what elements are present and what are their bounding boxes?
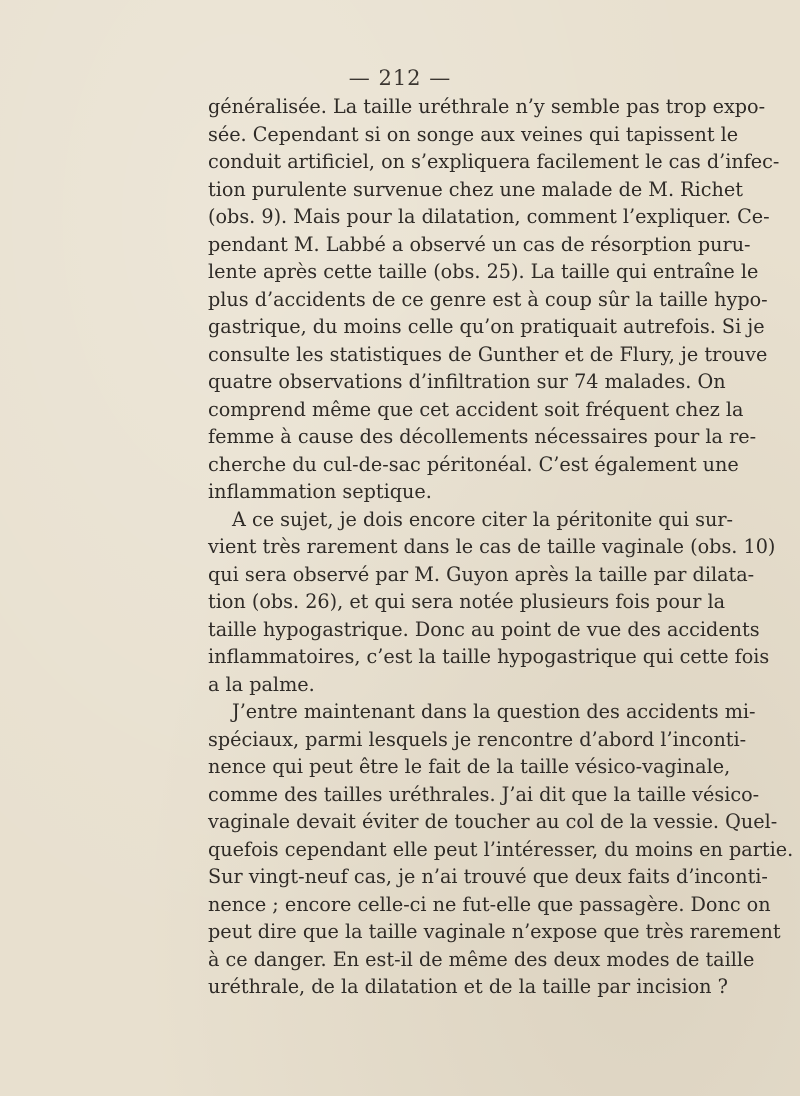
text-line: A ce sujet, je dois encore citer la péritonite qui sur-	[232, 507, 734, 531]
text-line: lente après cette taille (obs. 25). La taille qui entraîne le	[208, 260, 759, 283]
paragraph	[208, 93, 780, 506]
text-line: nence qui peut être le fait de la taille vésico-vaginale,	[208, 755, 731, 778]
text-line: généralisée. La taille uréthrale n’y semble pas trop expo-	[208, 95, 766, 118]
text-line: comprend même que cet accident soit fréquent chez la	[208, 397, 744, 421]
text-line: tion (obs. 26), et qui sera notée plusieurs fois pour la	[208, 590, 726, 613]
page-number: — 212 —	[348, 66, 452, 90]
text-line: peut dire que la taille vaginale n’expose que très rarement	[208, 920, 781, 943]
text-line: inflammation septique.	[208, 480, 432, 503]
text-line: tion purulente survenue chez une malade de M. Richet	[208, 177, 743, 201]
text-line: conduit artificiel, on s’expliquera facilement le cas d’infec-	[208, 150, 780, 173]
text-line: J’entre maintenant dans la question des accidents mi-	[232, 700, 756, 723]
text-line: gastrique, du moins celle qu’on pratiquait autrefois. Si je	[208, 315, 765, 338]
body-text	[208, 93, 794, 1001]
text-line: quatre observations d’infiltration sur 74 malades. On	[208, 370, 726, 393]
text-line: nence ; encore celle-ci ne fut-elle que passagère. Donc on	[208, 892, 771, 916]
text-line: plus d’accidents de ce genre est à coup sûr la taille hypo-	[208, 287, 768, 311]
text-line: à ce danger. En est-il de même des deux modes de taille	[208, 947, 755, 971]
text-line: taille hypogastrique. Donc au point de vue des accidents	[208, 617, 760, 641]
text-line: inflammatoires, c’est la taille hypogastrique qui cette fois	[208, 645, 770, 668]
text-line: quefois cependant elle peut l’intéresser, du moins en partie.	[208, 837, 794, 861]
text-line: cherche du cul-de-sac péritonéal. C’est également une	[208, 452, 739, 476]
text-line: spéciaux, parmi lesquels je rencontre d’abord l’inconti-	[208, 727, 747, 751]
text-line: comme des tailles uréthrales. J’ai dit que la taille vésico-	[208, 782, 760, 806]
text-line: sée. Cependant si on songe aux veines qui tapissent le	[208, 122, 739, 146]
paragraph	[208, 506, 776, 699]
text-line: vaginale devait éviter de toucher au col de la vessie. Quel-	[208, 810, 778, 833]
text-line: qui sera observé par M. Guyon après la taille par dilata-	[208, 562, 755, 586]
text-line: a la palme.	[208, 672, 315, 696]
text-line: consulte les statistiques de Gunther et de Flury, je trouve	[208, 342, 768, 366]
text-line: vient très rarement dans le cas de taille vaginale (obs. 10)	[208, 535, 776, 558]
text-line: Sur vingt-neuf cas, je n’ai trouvé que deux faits d’inconti-	[208, 865, 768, 888]
text-line: pendant M. Labbé a observé un cas de résorption puru-	[208, 232, 751, 256]
text-line: uréthrale, de la dilatation et de la taille par incision ?	[208, 975, 728, 998]
text-line: femme à cause des décollements nécessaires pour la re-	[208, 425, 757, 448]
paragraph	[208, 698, 794, 1001]
text-line: (obs. 9). Mais pour la dilatation, comment l’expliquer. Ce-	[208, 205, 770, 228]
